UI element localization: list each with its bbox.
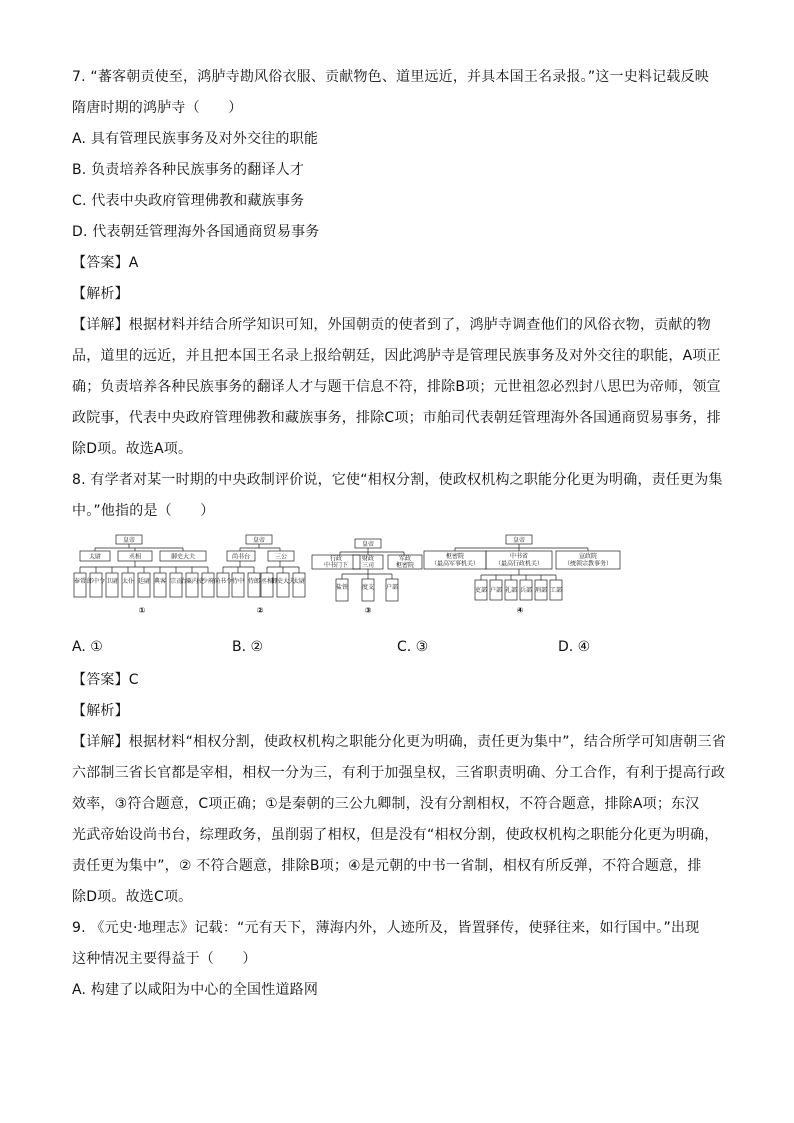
d2-bottom-3: 侍郎 <box>247 578 261 585</box>
q8-detail <box>72 727 726 913</box>
d4-bottom-3: 礼部 <box>504 587 518 594</box>
d1-bottom-2: 郎中令 <box>86 578 106 585</box>
d1-bottom-8: 治粟内史 <box>179 578 205 585</box>
q7-detail-line-5: 除D项。故选A项。 <box>72 441 193 457</box>
d2-mid-1: 尚书台 <box>231 553 251 561</box>
q8-stem-line-1: 8. 有学者对某一时期的中央政制评价说，它使“相权分割，使政权机构之职能分化更为明确，责任更为集 <box>72 472 723 488</box>
d2-bottom-2: 侍中 <box>231 578 245 585</box>
q7-detail-line-3: 确；负责培养各种民族事务的翻译人才与题干信息不符，排除B项；元世祖忽必烈封八思巴为帝师，领宣 <box>72 379 721 395</box>
q9-stem-line-2: 这种情况主要得益于（ ） <box>72 951 257 967</box>
d1-bottom-4: 太仆 <box>121 578 135 585</box>
d3-bottom-1: 盐铁 <box>335 584 349 591</box>
d1-bottom-5: 廷尉 <box>137 578 151 585</box>
q8-detail-line-4: 光武帝始设尚书台，综理政务，虽削弱了相权，但是没有“相权分割，使政权机构之职能分化更为明确， <box>72 827 719 843</box>
d3-mid-sub-1: 行政 <box>329 555 343 563</box>
q8-option-a: A. ① <box>72 639 103 655</box>
q8-diagrams-svg <box>72 533 722 629</box>
d4-mid-sub-2: （最高行政机关） <box>494 560 544 568</box>
d2-bottom-4: 丞相 <box>260 578 274 585</box>
q9-stem-line-1: 9. 《元史·地理志》记载：“元有天下，薄海内外，人迹所及，皆置驿传，使驿往来，如行国中。”出现 <box>72 920 700 936</box>
d3-mid-3: 枢密院 <box>395 562 415 569</box>
d1-number: ① <box>138 606 146 615</box>
d4-bottom-2: 户部 <box>489 587 503 594</box>
d1-bottom-6: 典客 <box>153 578 167 585</box>
q8-detail-line-3: 效率，③符合题意，C项正确；①是秦朝的三公九卿制，没有分割相权，不符合题意，排除A项；东汉 <box>72 796 700 812</box>
d4-bottom-6: 工部 <box>549 587 563 594</box>
d2-bottom-1: 尚书令 <box>213 578 233 585</box>
d4-top: 皇帝 <box>512 537 526 544</box>
q7-answer: 【答案】A <box>72 255 139 271</box>
q7-option-a: A. 具有管理民族事务及对外交往的职能 <box>72 131 319 147</box>
q7-stem-line-1: 7. “蕃客朝贡使至，鸿胪寺勘风俗衣服、贡献物色、道里远近，并具本国王名录报。”这一史料记载反映 <box>72 69 709 85</box>
q8-option-b: B. ② <box>232 639 264 655</box>
d2-bottom-5: 御史大夫 <box>270 578 296 585</box>
d1-mid-1: 太尉 <box>88 553 102 561</box>
d2-top: 皇帝 <box>252 537 266 544</box>
q7-analysis-label: 【解析】 <box>72 286 129 302</box>
d1-bottom-3: 卫尉 <box>105 578 119 585</box>
q8-option-c: C. ③ <box>397 639 429 655</box>
q8-answer: 【答案】C <box>72 672 139 688</box>
d4-mid-1: 枢密院 <box>445 553 465 560</box>
d3-top: 皇帝 <box>361 541 375 548</box>
d1-top: 皇帝 <box>122 537 136 544</box>
d3-number: ③ <box>364 606 372 615</box>
d3-mid-sub-2: 财政 <box>361 555 375 563</box>
q8-options <box>72 629 722 665</box>
d1-bottom-1: 奉常 <box>73 578 87 585</box>
d4-bottom-1: 吏部 <box>474 587 488 594</box>
d2-bottom-6: 太尉 <box>292 578 306 585</box>
q8-detail-line-5: 责任更为集中”，② 不符合题意，排除B项；④是元朝的中书一省制，相权有所反弹，不符合题意，排 <box>72 858 702 874</box>
d1-bottom-9: 少府 <box>201 578 215 585</box>
document-page <box>72 62 726 1006</box>
q7-detail <box>72 310 722 465</box>
question-8 <box>72 465 726 913</box>
d2-mid-2: 三公 <box>274 553 288 561</box>
q8-detail-line-2: 六部制三省长官都是宰相，相权一分为三，有利于加强皇权，三省职责明确、分工合作，有利于提高行政 <box>72 765 726 781</box>
d4-bottom-5: 刑部 <box>534 587 548 594</box>
q7-option-c: C. 代表中央政府管理佛教和藏族事务 <box>72 193 305 209</box>
q8-option-d: D. ④ <box>558 639 591 655</box>
d4-bottom-4: 兵部 <box>519 587 533 594</box>
d3-bottom-2: 度支 <box>361 584 375 591</box>
d4-number: ④ <box>516 606 524 615</box>
d4-mid-sub-3: （统领宗教事务） <box>563 560 613 568</box>
q7-stem-line-2: 隋唐时期的鸿胪寺（ ） <box>72 100 243 116</box>
d4-mid-2: 中书省 <box>509 553 529 560</box>
d4-mid-sub-1: （最高军事机关） <box>430 560 480 568</box>
q7-option-b: B. 负责培养各种民族事务的翻译人才 <box>72 162 305 178</box>
d1-bottom-7: 宗正 <box>169 578 183 585</box>
d3-mid-sub-3: 军政 <box>398 555 412 563</box>
q8-stem-line-2: 中。”他指的是（ ） <box>72 503 215 519</box>
question-9 <box>72 913 722 1006</box>
q7-detail-line-4: 政院事，代表中央政府管理佛教和藏族事务，排除C项；市舶司代表朝廷管理海外各国通商贸易事务，排 <box>72 410 721 426</box>
d1-mid-2: 丞相 <box>128 553 142 561</box>
q9-option-a: A. 构建了以咸阳为中心的全国性道路网 <box>72 982 319 998</box>
d1-mid-3: 御史大夫 <box>170 553 196 561</box>
q7-option-d: D. 代表朝廷管理海外各国通商贸易事务 <box>72 224 320 240</box>
q8-detail-line-1: 【详解】根据材料“相权分割，使政权机构之职能分化更为明确，责任更为集中”，结合所学可知唐朝三省 <box>72 734 726 750</box>
d2-number: ② <box>256 606 264 615</box>
d3-mid-1: 中书门下 <box>323 562 349 569</box>
q8-diagrams <box>72 533 722 629</box>
d4-mid-3: 宣政院 <box>578 553 598 560</box>
q7-detail-line-2: 品，道里的远近，并且把本国王名录上报给朝廷，因此鸿胪寺是管理民族事务及对外交往的职能，A项正 <box>72 348 721 364</box>
question-7 <box>72 62 722 465</box>
d3-mid-2: 三司 <box>361 562 375 569</box>
q8-analysis-label: 【解析】 <box>72 703 129 719</box>
d3-bottom-3: 户部 <box>385 584 399 591</box>
q8-detail-line-6: 除D项。故选C项。 <box>72 889 193 905</box>
q7-detail-line-1: 【详解】根据材料并结合所学知识可知，外国朝贡的使者到了，鸿胪寺调查他们的风俗衣物，贡献的物 <box>72 317 711 333</box>
